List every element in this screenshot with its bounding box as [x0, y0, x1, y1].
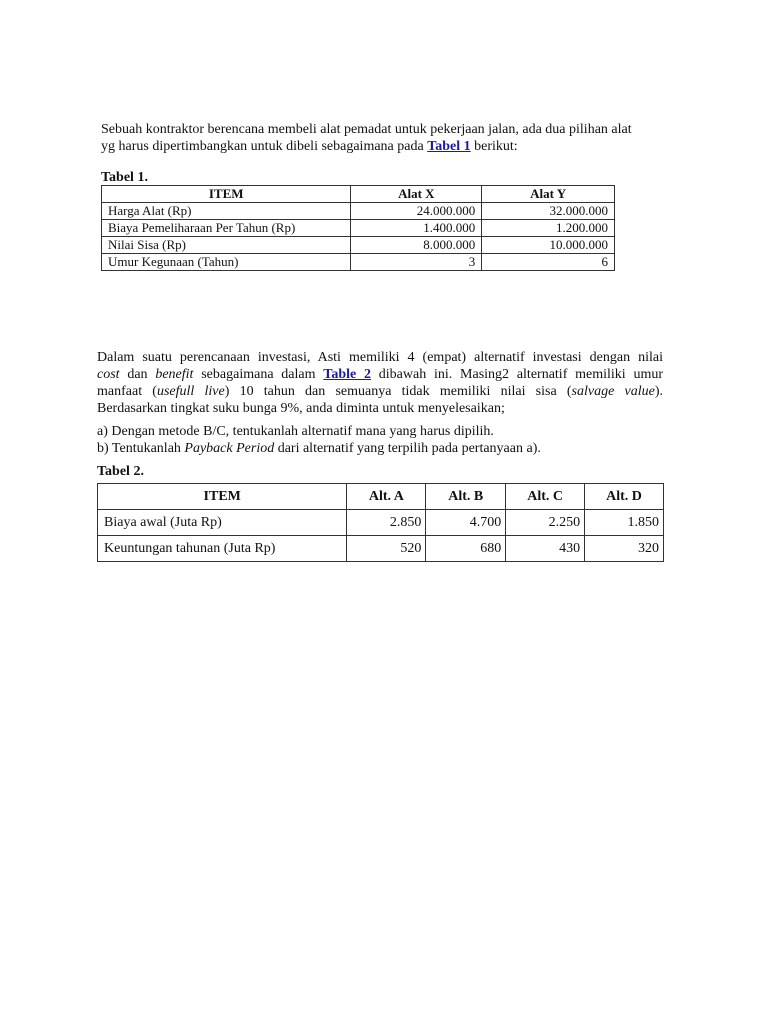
table-row [102, 254, 615, 271]
table-2-header-alt-b: Alt. B [426, 484, 506, 510]
paragraph-line-3 [97, 383, 663, 400]
table-cell: 24.000.000 [351, 203, 482, 220]
question-b [97, 440, 663, 457]
table-1-header-alat-y: Alat Y [482, 186, 615, 203]
table-cell: 10.000.000 [482, 237, 615, 254]
table-cell: Biaya Pemeliharaan Per Tahun (Rp) [102, 220, 351, 237]
question-list [97, 423, 663, 457]
table-cell: 6 [482, 254, 615, 271]
table-cell: 3 [351, 254, 482, 271]
table-cell: Nilai Sisa (Rp) [102, 237, 351, 254]
paragraph-line-2 [97, 366, 663, 383]
usefull-live-term: usefull live [156, 384, 225, 399]
table-cell: 8.000.000 [351, 237, 482, 254]
paragraph-line-1: Dalam suatu perencanaan investasi, Asti memiliki 4 (empat) alternatif investasi dengan nilai [97, 350, 663, 365]
table-2-header-row [98, 484, 664, 510]
table-row [102, 203, 615, 220]
intro-paragraph [101, 121, 661, 155]
paragraph-text: sebagaimana dalam [201, 367, 316, 382]
table-2-header-alt-a: Alt. A [347, 484, 426, 510]
table-cell: 1.200.000 [482, 220, 615, 237]
table-cell: Harga Alat (Rp) [102, 203, 351, 220]
salvage-value-term: salvage value [571, 384, 655, 399]
investment-paragraph [97, 349, 663, 417]
table-cell: 320 [585, 536, 664, 562]
table-cell: Keuntungan tahunan (Juta Rp) [98, 536, 347, 562]
table-1-title: Tabel 1. [101, 170, 148, 185]
benefit-term: benefit [155, 367, 194, 382]
question-a: a) Dengan metode B/C, tentukanlah alternatif mana yang harus dipilih. [97, 424, 494, 439]
tabel-1-link[interactable]: Tabel 1 [427, 139, 471, 154]
table-cell: 1.400.000 [351, 220, 482, 237]
paragraph-text: dan [127, 367, 148, 382]
table-2-header-item: ITEM [98, 484, 347, 510]
table-2 [97, 483, 664, 562]
question-text: dari alternatif yang terpilih pada pertanyaan a). [277, 441, 541, 456]
table-cell: 1.850 [585, 510, 664, 536]
table-row [102, 237, 615, 254]
cost-term: cost [97, 367, 120, 382]
table-row [98, 510, 664, 536]
question-text: b) Tentukanlah [97, 441, 181, 456]
table-cell: 680 [426, 536, 506, 562]
table-2-link[interactable]: Table 2 [323, 367, 372, 382]
intro-text-3: berikut: [474, 139, 518, 154]
table-1-header-item: ITEM [102, 186, 351, 203]
table-1-header-row [102, 186, 615, 203]
table-2-header-alt-c: Alt. C [506, 484, 585, 510]
paragraph-text: ) 10 tahun dan semuanya tidak memiliki nilai sisa ( [224, 384, 572, 399]
table-cell: 520 [347, 536, 426, 562]
payback-period-term: Payback Period [184, 441, 275, 456]
paragraph-text: dibawah ini. Masing2 alternatif memiliki umur [378, 367, 664, 382]
paragraph-line-4: Berdasarkan tingkat suku bunga 9%, anda diminta untuk menyelesaikan; [97, 401, 505, 416]
table-row [102, 220, 615, 237]
table-cell: Biaya awal (Juta Rp) [98, 510, 347, 536]
intro-text-2: yg harus dipertimbangkan untuk dibeli sebagaimana pada [101, 139, 424, 154]
table-row [98, 536, 664, 562]
table-2-header-alt-d: Alt. D [585, 484, 664, 510]
table-cell: 430 [506, 536, 585, 562]
paragraph-text: manfaat ( [97, 384, 157, 399]
table-cell: 2.850 [347, 510, 426, 536]
table-1 [101, 185, 615, 271]
table-cell: 2.250 [506, 510, 585, 536]
table-1-header-alat-x: Alat X [351, 186, 482, 203]
table-cell: 32.000.000 [482, 203, 615, 220]
table-2-title: Tabel 2. [97, 464, 144, 479]
intro-text-1: Sebuah kontraktor berencana membeli alat pemadat untuk pekerjaan jalan, ada dua pilihan alat [101, 122, 632, 137]
paragraph-text: ). [654, 384, 663, 399]
table-cell: Umur Kegunaan (Tahun) [102, 254, 351, 271]
table-cell: 4.700 [426, 510, 506, 536]
